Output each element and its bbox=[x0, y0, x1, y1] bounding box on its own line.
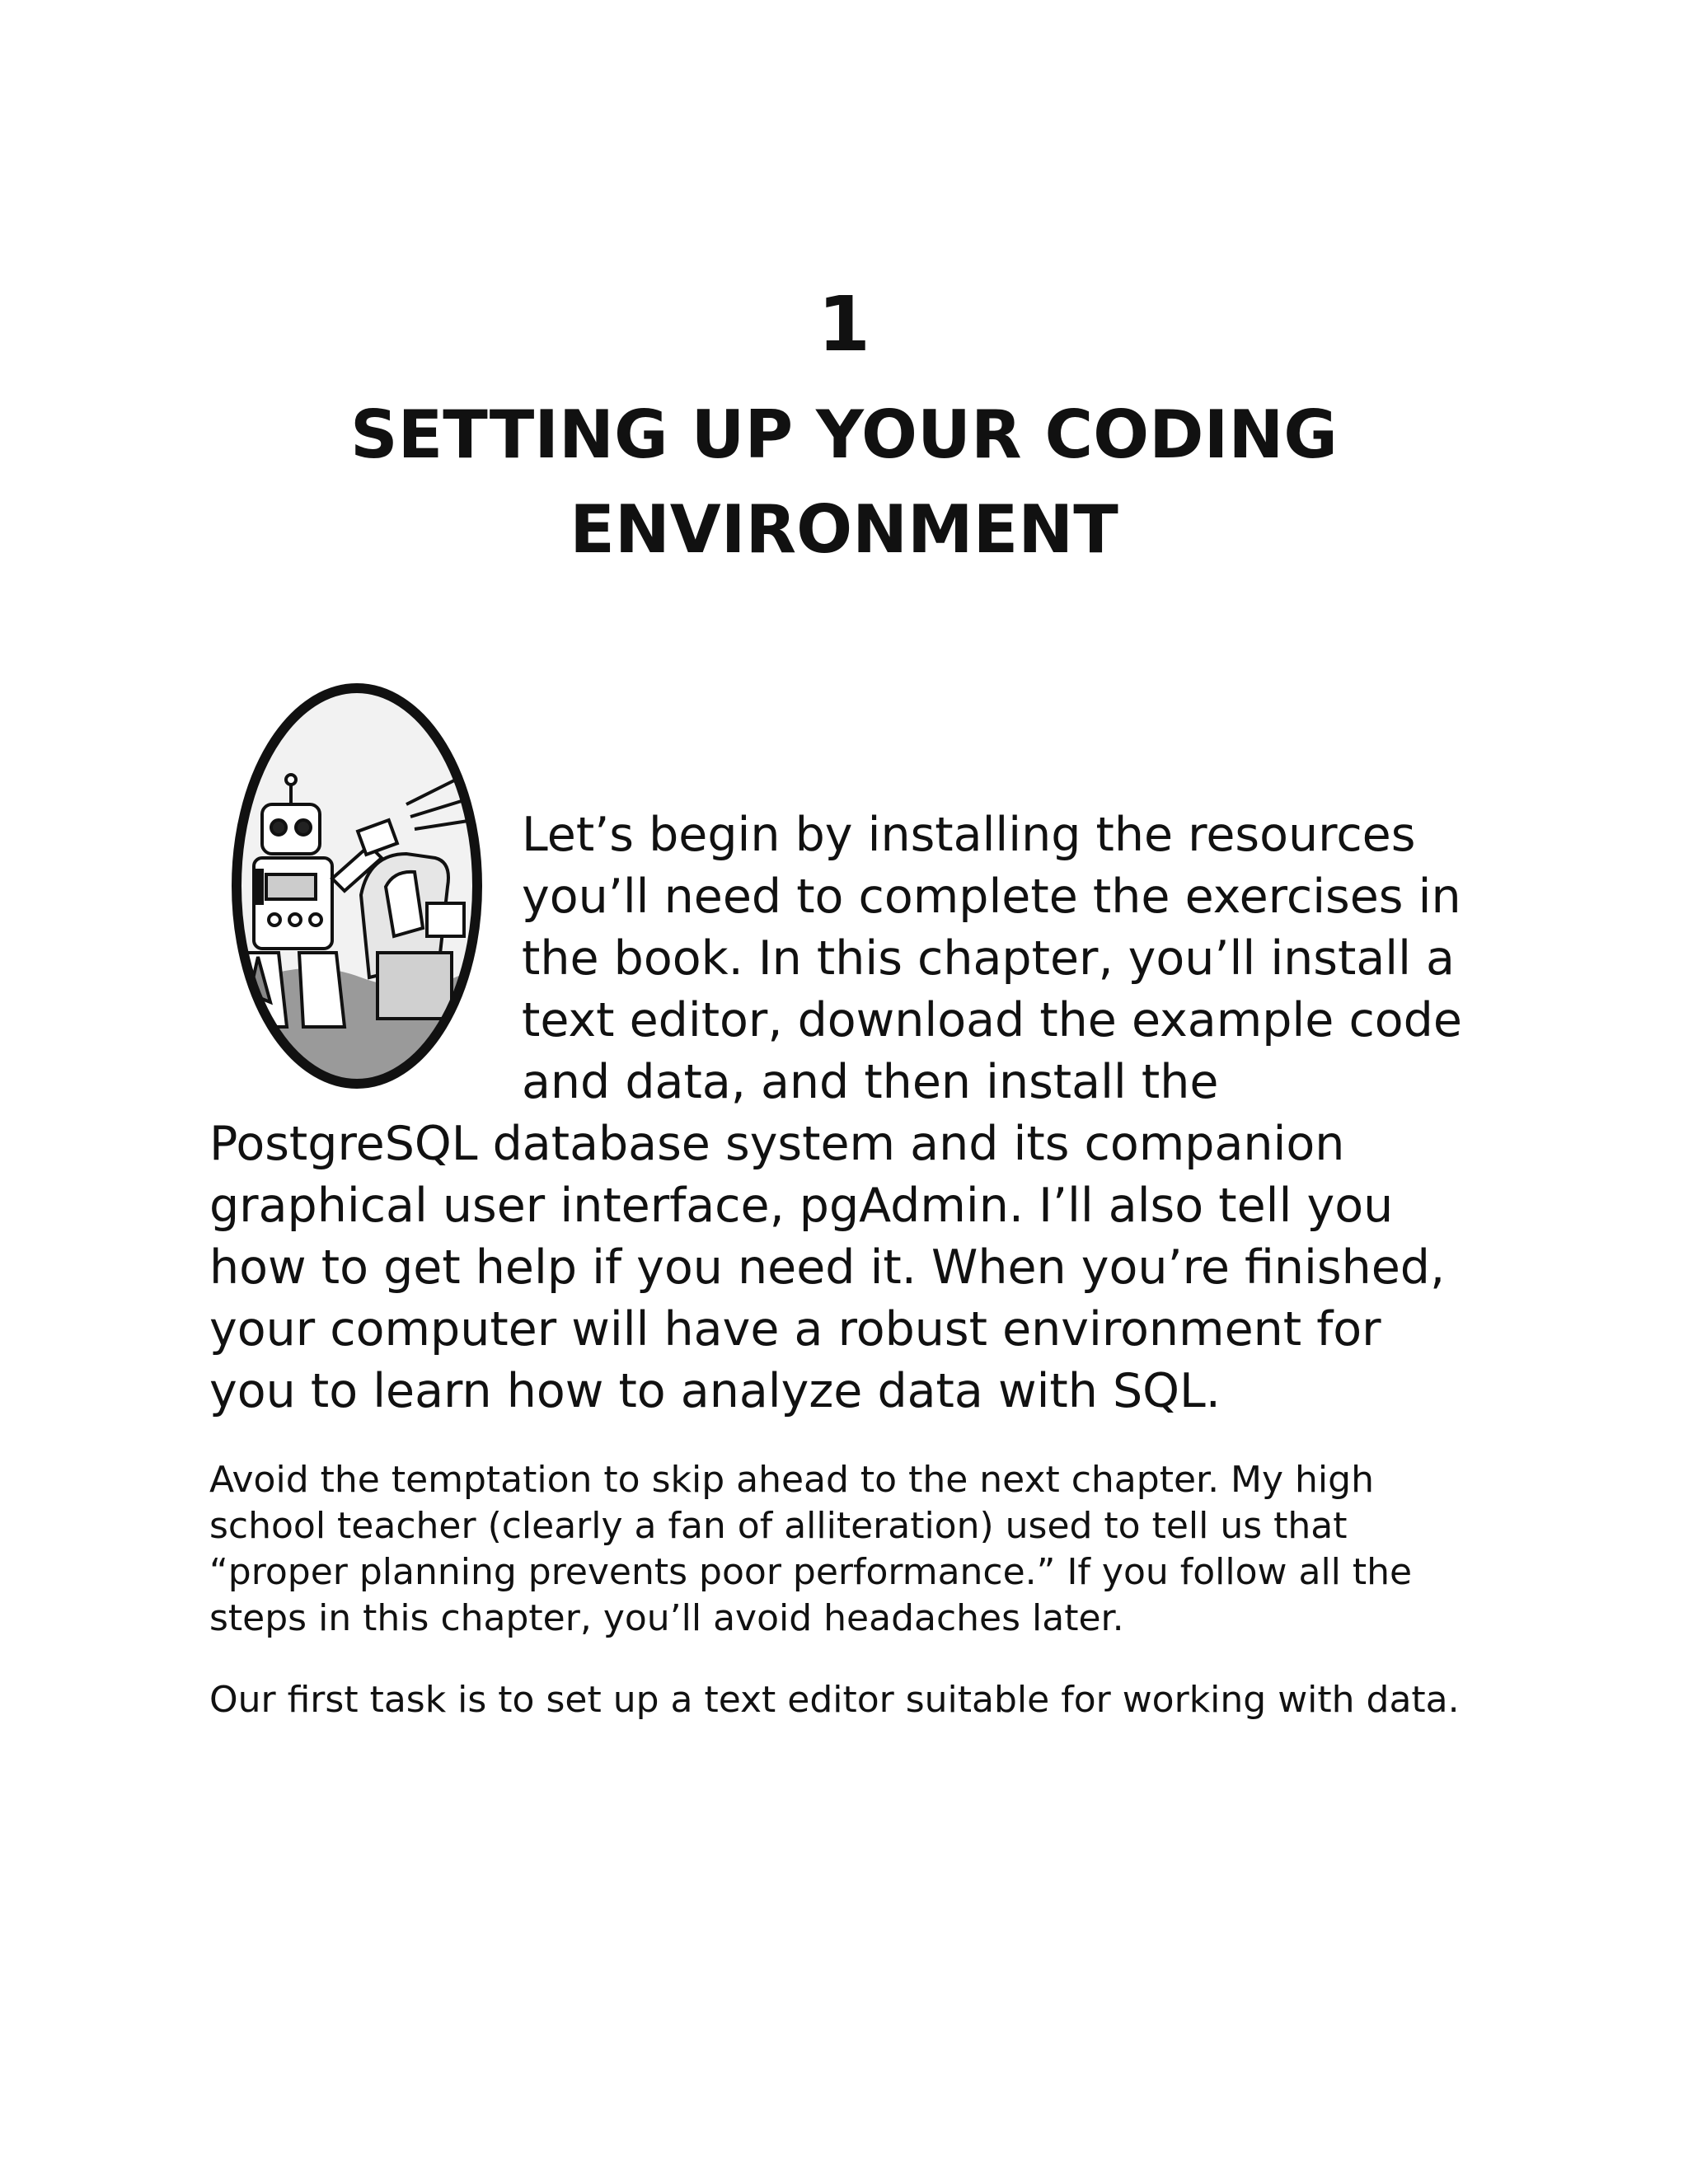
intro-text-line: you’ll need to complete the exercises in bbox=[522, 869, 1461, 924]
chapter-title-line: SETTING UP YOUR CODING bbox=[350, 396, 1338, 473]
chapter-title bbox=[247, 387, 1441, 577]
intro-text-line: Let’s begin by installing the resources bbox=[522, 808, 1416, 862]
body-paragraph-line: Our first task is to set up a text editor suitable for working with data. bbox=[209, 1679, 1460, 1721]
intro-text-line: the book. In this chapter, you’ll install a bbox=[522, 931, 1455, 986]
intro-text-line: how to get help if you need it. When you’re finished, bbox=[209, 1240, 1446, 1295]
intro-text-line: your computer will have a robust environment for bbox=[209, 1302, 1381, 1357]
intro-text-line: text editor, download the example code bbox=[522, 993, 1462, 1047]
chapter-title-line: ENVIRONMENT bbox=[570, 491, 1118, 568]
body-paragraph bbox=[209, 1677, 1495, 1723]
chapter-opener-robot-illustration bbox=[229, 681, 485, 1091]
intro-text-line: and data, and then install the bbox=[522, 1055, 1219, 1109]
chapter-number: 1 bbox=[817, 280, 870, 368]
body-paragraph-line: steps in this chapter, you’ll avoid headaches later. bbox=[209, 1597, 1124, 1639]
body-paragraph-line: “proper planning prevents poor performance.” If you follow all the bbox=[209, 1551, 1413, 1593]
body-paragraph-line: Avoid the temptation to skip ahead to the next chapter. My high bbox=[209, 1459, 1374, 1501]
body-paragraph bbox=[209, 1457, 1495, 1642]
intro-text-line: PostgreSQL database system and its companion bbox=[209, 1117, 1345, 1171]
body-paragraph-line: school teacher (clearly a fan of alliteration) used to tell us that bbox=[209, 1505, 1348, 1547]
intro-text-line: graphical user interface, pgAdmin. I’ll also tell you bbox=[209, 1179, 1394, 1233]
intro-text-line: you to learn how to analyze data with SQL. bbox=[209, 1364, 1221, 1418]
